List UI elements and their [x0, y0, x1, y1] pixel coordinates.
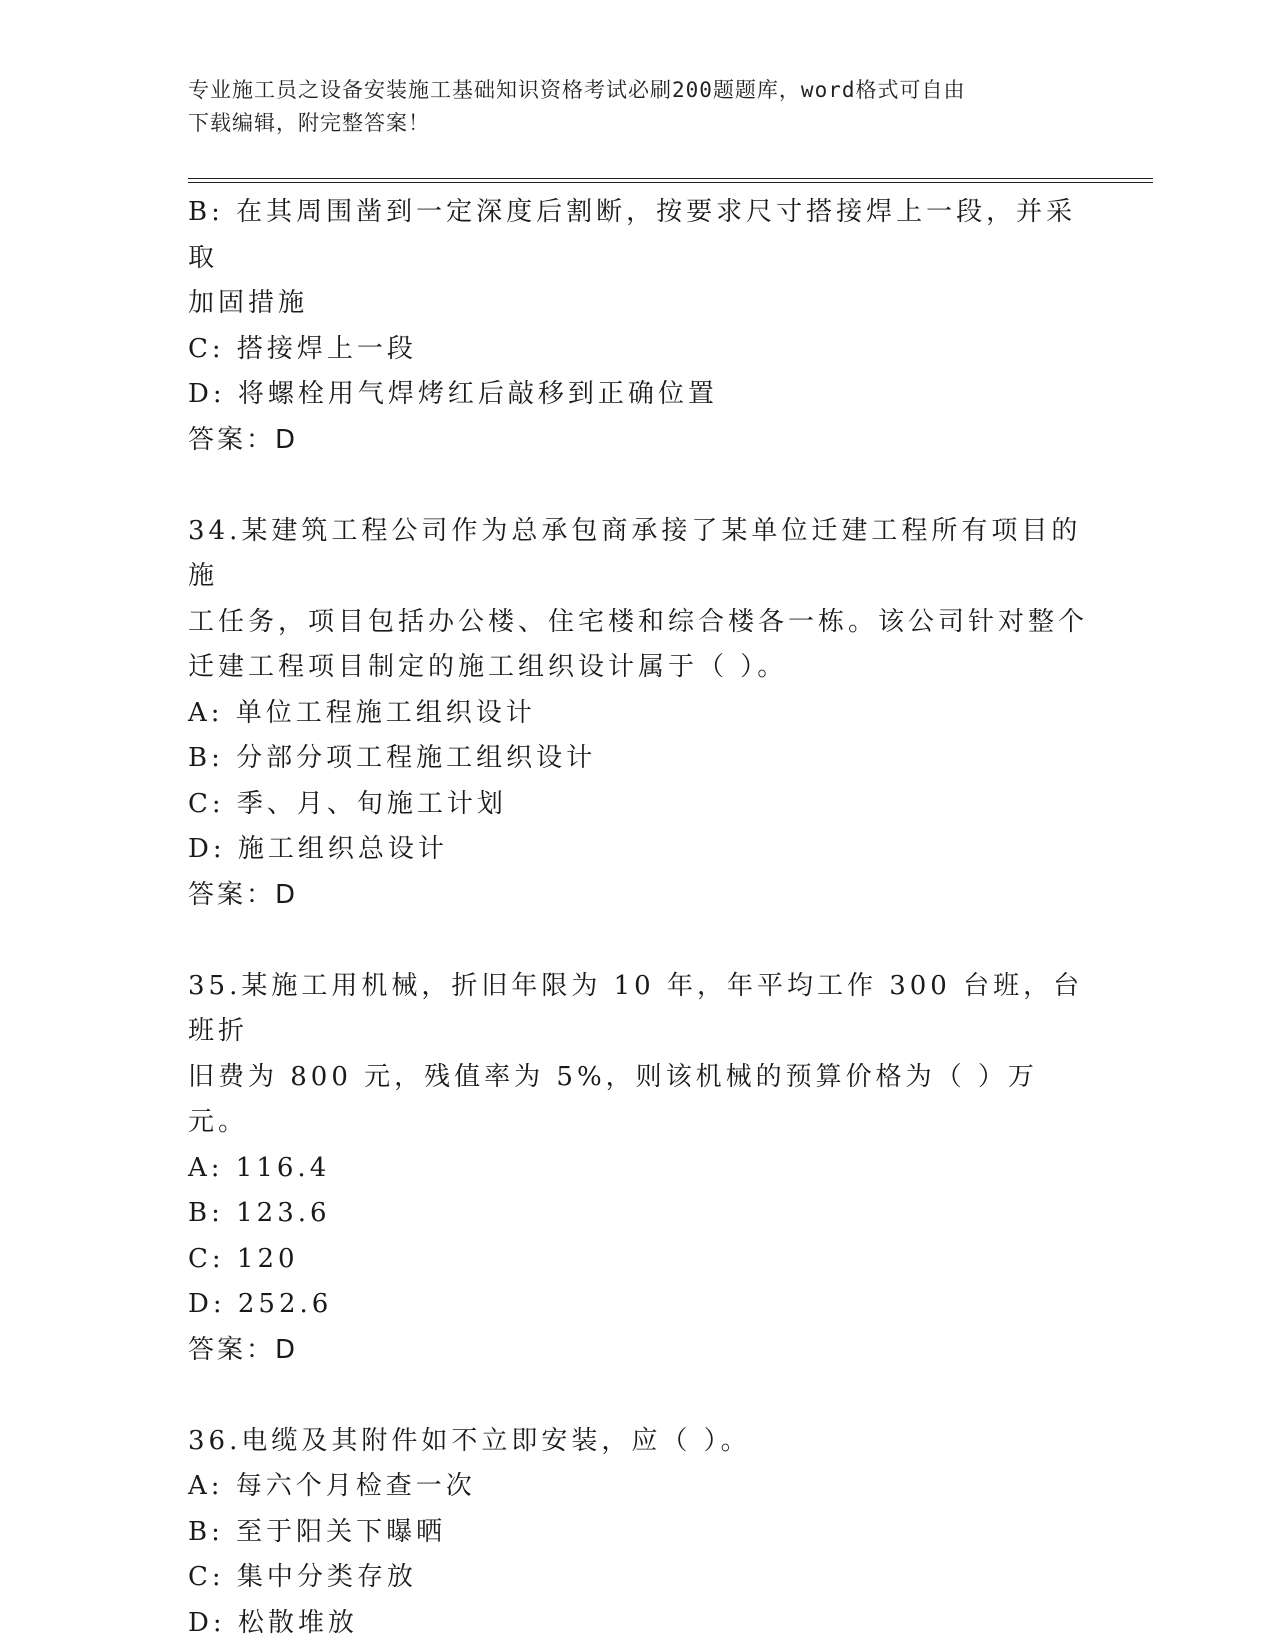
q34-stem-line-3: 迁建工程项目制定的施工组织设计属于（ ）。	[188, 652, 788, 682]
q35-answer: 答案：D	[188, 1334, 299, 1365]
q33-option-d: D: 将螺栓用气焊烤红后敲移到正确位置	[188, 379, 718, 409]
question-36-block	[188, 1419, 1088, 1647]
q35-stem-line-2: 旧费为 800 元，残值率为 5%，则该机械的预算价格为（ ）万元。	[188, 1061, 1038, 1137]
question-content	[188, 190, 1088, 1646]
spacer	[188, 1373, 1088, 1419]
q34-option-a: A: 单位工程施工组织设计	[188, 697, 536, 728]
spacer	[188, 918, 1088, 964]
header-title-line-1: 专业施工员之设备安装施工基础知识资格考试必刷200题题库，word格式可自由	[188, 78, 966, 102]
q35-option-a: A: 116.4	[188, 1152, 331, 1183]
q34-answer: 答案：D	[188, 879, 299, 910]
q35-stem-line-1: 35.某施工用机械，折旧年限为 10 年，年平均工作 300 台班，台班折	[188, 970, 1084, 1046]
q36-option-b: B: 至于阳关下曝晒	[188, 1516, 447, 1547]
q34-stem-line-1: 34.某建筑工程公司作为总承包商承接了某单位迁建工程所有项目的施	[188, 515, 1082, 591]
q34-stem-line-2: 工任务，项目包括办公楼、住宅楼和综合楼各一栋。该公司针对整个	[188, 606, 1089, 637]
q33-option-b-line-2: 加固措施	[188, 288, 309, 318]
question-35-block	[188, 964, 1088, 1374]
q36-stem-line-1: 36.电缆及其附件如不立即安装，应（ ）。	[188, 1425, 751, 1456]
q36-option-d: D: 松散堆放	[188, 1607, 358, 1638]
q34-option-c: C: 季、月、旬施工计划	[188, 788, 507, 819]
header-title-line-2: 下载编辑，附完整答案！	[188, 111, 430, 135]
question-33-block	[188, 190, 1088, 463]
q34-option-b: B: 分部分项工程施工组织设计	[188, 743, 597, 773]
q33-option-c: C: 搭接焊上一段	[188, 333, 417, 364]
q35-option-c: C: 120	[188, 1243, 299, 1274]
q35-option-b: B: 123.6	[188, 1198, 331, 1228]
q36-option-c: C: 集中分类存放	[188, 1562, 417, 1592]
q33-answer: 答案：D	[188, 424, 299, 455]
q34-option-d: D: 施工组织总设计	[188, 834, 448, 864]
spacer	[188, 463, 1088, 509]
q35-option-d: D: 252.6	[188, 1289, 333, 1319]
header-divider	[188, 178, 1153, 183]
document-header	[188, 74, 1068, 140]
q36-option-a: A: 每六个月检查一次	[188, 1471, 476, 1501]
q33-option-b-line-1: B: 在其周围凿到一定深度后割断，按要求尺寸搭接焊上一段，并采取	[188, 197, 1077, 273]
question-34-block	[188, 509, 1088, 919]
